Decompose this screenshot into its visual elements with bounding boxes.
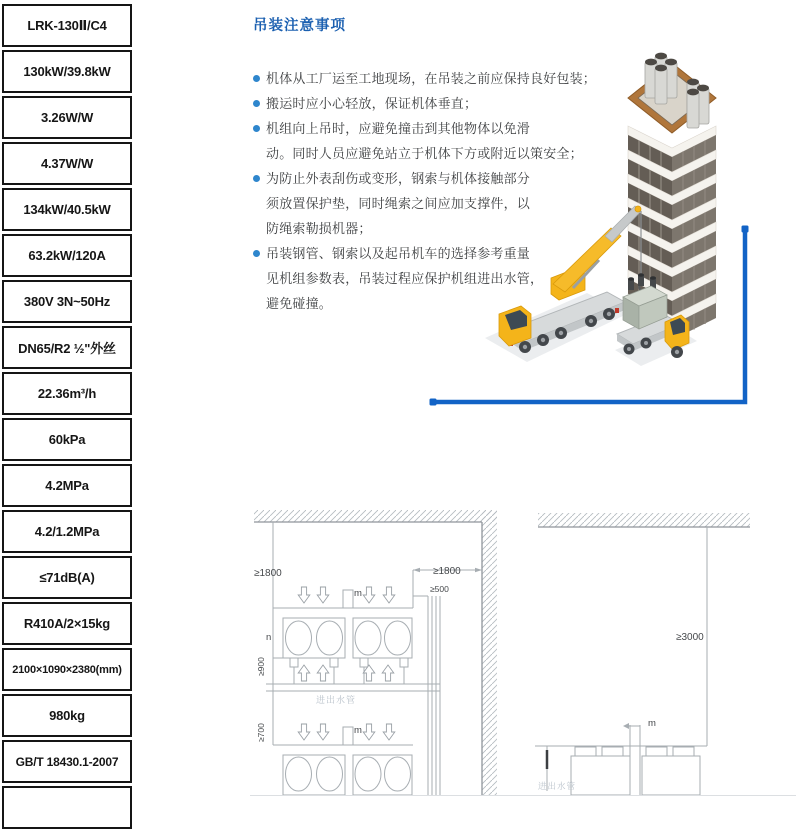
- spec-cell-value: 22.36m³/h: [37, 386, 97, 401]
- spec-cell-value: ≤71dB(A): [39, 570, 95, 585]
- spec-cell: [2, 556, 132, 599]
- spec-cell-value: 60kPa: [48, 432, 86, 447]
- spec-cell-value: 134kW/40.5kW: [23, 202, 111, 217]
- gap-label: m: [354, 588, 362, 599]
- spec-cell-value: R410A/2×15kg: [23, 616, 111, 631]
- spec-cell: [2, 142, 132, 185]
- spec-cell: [2, 234, 132, 277]
- dim-label: ≥1800: [433, 566, 461, 577]
- section-title: 吊装注意事项: [253, 18, 346, 34]
- page-crop-line: [250, 795, 796, 796]
- spec-cell: [2, 786, 132, 829]
- spec-cell-value: 4.2/1.2MPa: [34, 524, 100, 539]
- spec-cell: [2, 694, 132, 737]
- note-line: 机体从工厂运至工地现场，在吊装之前应保持良好包装；: [266, 71, 597, 86]
- spec-cell: [2, 50, 132, 93]
- dim-label: ≥900: [256, 657, 266, 676]
- spec-cell-value: 63.2kW/120A: [28, 248, 106, 263]
- note-line: 见机组参数表，吊装过程应保护机组进出水管，: [266, 271, 544, 286]
- bullet-dot-icon: [253, 250, 260, 257]
- bullet-dot-icon: [253, 75, 260, 82]
- unit-outlines: [535, 527, 707, 795]
- note-line: 搬运时应小心轻放，保证机体垂直；: [266, 96, 478, 111]
- bullet-dot-icon: [253, 125, 260, 132]
- spec-cell: [2, 188, 132, 231]
- spec-cell: [2, 372, 132, 415]
- gap-label: m: [354, 725, 362, 736]
- dim-label: ≥3000: [676, 632, 704, 643]
- diagram-labels: [254, 566, 461, 742]
- bullet-dot-icon: [253, 175, 260, 182]
- spec-cell-value: 4.2MPa: [45, 478, 89, 493]
- spec-cell: [2, 280, 132, 323]
- gap-label: n: [266, 632, 272, 643]
- dim-label: ≥500: [430, 584, 449, 594]
- clearance-diagram-top-view: [252, 510, 500, 800]
- unit-outlines: [266, 522, 482, 795]
- spec-cell-value: 4.37W/W: [40, 156, 94, 171]
- spec-cell-value: 380V 3N~50Hz: [23, 294, 111, 309]
- spec-cell: [2, 96, 132, 139]
- spec-cell: [2, 326, 132, 369]
- airflow-arrows: [298, 587, 395, 740]
- dim-label: ≥700: [256, 723, 266, 742]
- spec-cell-value: GB/T 18430.1-2007: [15, 754, 119, 769]
- note-line: 吊装钢管、钢索以及起吊机车的选择参考重量: [266, 246, 531, 261]
- spec-cell: [2, 510, 132, 553]
- pipes-label: 进出水管: [316, 695, 357, 705]
- spec-cell-value: 2100×1090×2380(mm): [12, 663, 122, 676]
- note-line: 动。同时人员应避免站立于机体下方或附近以策安全；: [266, 146, 583, 161]
- spec-cell-value: 3.26W/W: [40, 110, 94, 125]
- spec-cell-value: 130kW/39.8kW: [23, 64, 111, 79]
- spec-cell: [2, 418, 132, 461]
- pipes-label: 进出水管: [538, 781, 577, 791]
- spec-cell: [2, 648, 132, 691]
- spec-cell: [2, 4, 132, 47]
- bullet-dot-icon: [253, 100, 260, 107]
- gap-arrowhead: [623, 723, 629, 729]
- spec-cell: [2, 464, 132, 507]
- note-line: 须放置保护垫，同时绳索之间应加支撑件，以: [266, 196, 531, 211]
- spec-table: [2, 4, 132, 832]
- spec-cell-value: LRK-130Ⅱ/C4: [27, 17, 107, 33]
- note-line: 防绳索勒损机器；: [266, 221, 372, 236]
- note-line: 避免碰撞。: [266, 296, 333, 311]
- gap-label: m: [648, 718, 656, 729]
- dim-label: ≥1800: [254, 568, 282, 579]
- spec-cell-value: 980kg: [49, 708, 85, 723]
- spec-cell: [2, 602, 132, 645]
- spec-cell: [2, 740, 132, 783]
- crane-building-illustration: [465, 38, 765, 378]
- note-line: 为防止外表刮伤或变形，钢索与机体接触部分: [266, 171, 531, 186]
- spec-cell-value: DN65/R2 ½"外丝: [18, 341, 116, 356]
- note-line: 机组向上吊时，应避免撞击到其他物体以免滑: [266, 121, 531, 136]
- diagram-labels: [538, 632, 704, 791]
- clearance-diagram-side-view: [530, 510, 795, 800]
